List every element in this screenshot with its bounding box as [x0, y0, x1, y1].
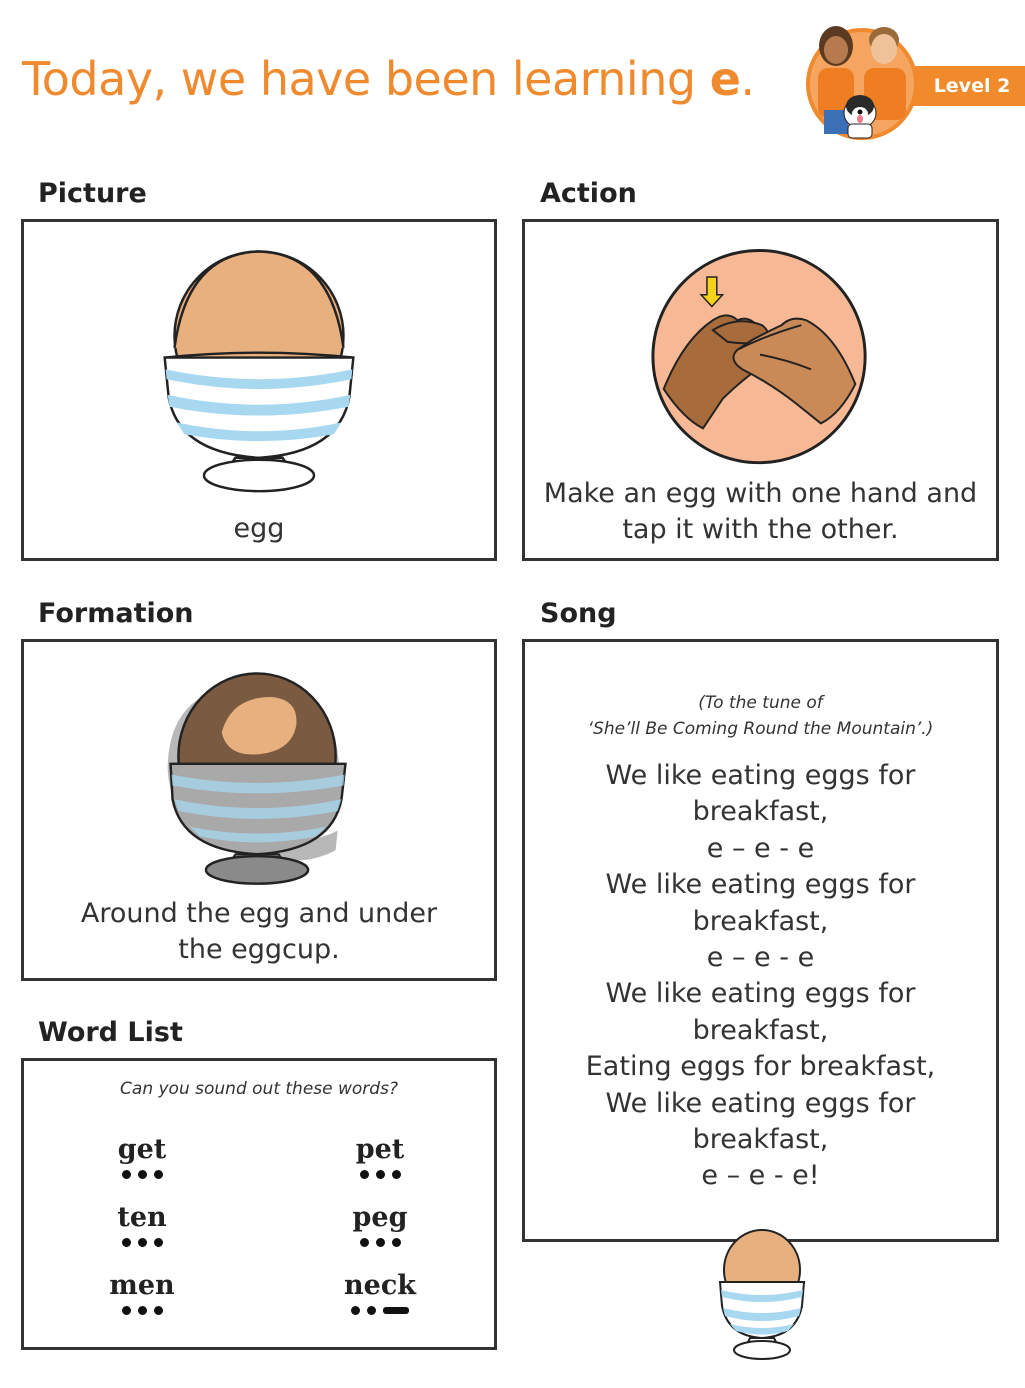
sound-dot: [138, 1306, 147, 1315]
sound-buttons: [310, 1301, 450, 1319]
formation-heading: Formation: [38, 598, 194, 629]
title-letter: e: [709, 52, 741, 106]
title-prefix: Today, we have been learning: [22, 52, 710, 106]
sound-dot: [154, 1306, 163, 1315]
word-text: get: [117, 1134, 167, 1165]
formation-caption-line-2: the eggcup.: [178, 934, 340, 965]
action-caption-line-2: tap it with the other.: [622, 514, 899, 545]
song-lyric-line: We like eating eggs for: [605, 1087, 916, 1119]
sound-buttons: [72, 1301, 212, 1319]
song-lyric-line: We like eating eggs for: [605, 869, 916, 901]
sound-dot: [122, 1238, 131, 1247]
song-lyric-line: e – e - e: [706, 832, 815, 864]
sound-buttons: [310, 1233, 450, 1251]
word-list-card: [21, 1058, 497, 1350]
sound-buttons: [310, 1165, 450, 1183]
word-item: [72, 1271, 212, 1319]
word-item: [310, 1203, 450, 1251]
song-intro-line-1: (To the tune of: [698, 693, 823, 713]
action-caption-line-1: Make an egg with one hand and: [543, 478, 978, 509]
sound-dot: [376, 1170, 385, 1179]
word-item: [72, 1135, 212, 1183]
word-item: [310, 1271, 450, 1319]
sound-dot: [392, 1238, 401, 1247]
word-text: ten: [117, 1202, 167, 1233]
song-lyric-line: breakfast,: [692, 1014, 829, 1046]
word-list-heading: Word List: [38, 1017, 183, 1048]
sound-dot: [360, 1170, 369, 1179]
characters-badge-illustration: [806, 18, 920, 142]
picture-caption: egg: [233, 513, 285, 544]
page-title: [22, 52, 755, 106]
sound-dot: [154, 1170, 163, 1179]
title-suffix: .: [740, 52, 755, 106]
word-text: neck: [344, 1270, 416, 1301]
song-lyric-line: Eating eggs for breakfast,: [585, 1051, 936, 1083]
sound-dot: [360, 1238, 369, 1247]
action-heading: Action: [540, 178, 637, 209]
picture-heading: Picture: [38, 178, 147, 209]
picture-card: [21, 219, 497, 561]
song-lyric-line: breakfast,: [692, 796, 829, 828]
song-lyric-line: e – e - e: [706, 942, 815, 974]
sound-dot: [122, 1170, 131, 1179]
formation-card: [21, 639, 497, 981]
formation-caption: [24, 896, 494, 968]
formation-caption-line-1: Around the egg and under: [80, 898, 438, 929]
word-list-prompt: Can you sound out these words?: [120, 1079, 398, 1099]
sound-dot: [376, 1238, 385, 1247]
song-intro: [525, 690, 996, 742]
action-caption: [525, 476, 996, 548]
song-lyric-line: e – e - e!: [701, 1160, 820, 1192]
song-lyric-line: breakfast,: [692, 1124, 829, 1156]
word-text: peg: [352, 1202, 408, 1233]
word-item: [72, 1203, 212, 1251]
sound-buttons: [72, 1165, 212, 1183]
song-lyric-line: breakfast,: [692, 905, 829, 937]
sound-dash: [383, 1307, 409, 1314]
action-card: [522, 219, 999, 561]
sound-dot: [154, 1238, 163, 1247]
sound-buttons: [72, 1233, 212, 1251]
word-text: pet: [355, 1134, 405, 1165]
sound-dot: [138, 1170, 147, 1179]
level-badge: [905, 66, 1025, 106]
song-lyrics: [555, 758, 966, 1195]
sound-dot: [367, 1306, 376, 1315]
word-text: men: [109, 1270, 175, 1301]
level-label: Level 2: [933, 75, 1011, 97]
song-lyric-line: We like eating eggs for: [605, 760, 916, 791]
song-lyric-line: We like eating eggs for: [605, 978, 916, 1010]
sound-dot: [122, 1306, 131, 1315]
sound-dot: [138, 1238, 147, 1247]
egg-in-eggcup-icon: [24, 222, 494, 558]
song-card: [522, 639, 999, 1242]
word-item: [310, 1135, 450, 1183]
sound-dot: [392, 1170, 401, 1179]
sound-dot: [351, 1306, 360, 1315]
small-egg-icon: [710, 1226, 814, 1366]
song-intro-line-2: ‘She’ll Be Coming Round the Mountain’.): [587, 719, 934, 739]
song-heading: Song: [540, 598, 617, 629]
